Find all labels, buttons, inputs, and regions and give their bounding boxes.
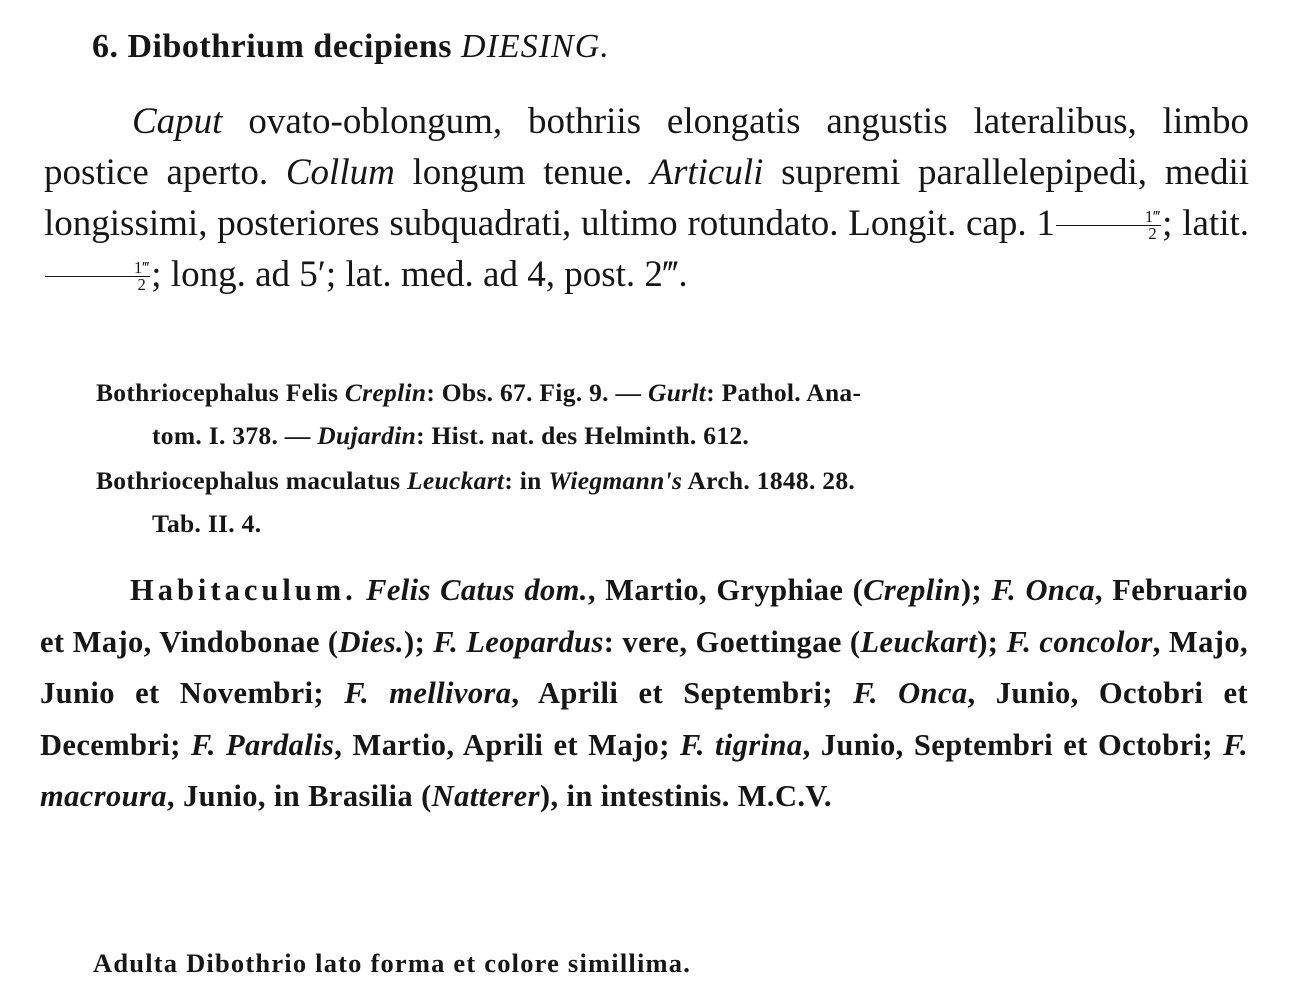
collector-name: Leuckart: [860, 624, 978, 659]
species-number: 6.: [92, 28, 119, 65]
species-name: Dibothrium decipiens: [127, 28, 453, 65]
diagnosis-text-5: ; long. ad 5′; lat. med. ad 4, post. 2‴.: [151, 254, 688, 295]
habitat-text: : vere, Goettingae (: [603, 624, 861, 659]
host-name: Felis Catus dom.: [366, 573, 588, 607]
habitat-text: , Aprili et Septembri;: [511, 676, 854, 710]
habitat-text: , Junio, Octobri et Decembri;: [40, 676, 1248, 762]
host-name: F. concolor: [1006, 624, 1153, 659]
host-name: F. Pardalis: [190, 727, 335, 762]
diagnosis-text-1: ovato-oblongum, bothriis elongatis angustis lateralibus, limbo postice aperto.: [44, 101, 1249, 193]
synonym-author: Gurlt: [647, 378, 707, 407]
synonym-text: Tab. II. 4.: [152, 509, 262, 538]
synonym-text: Bothriocephalus Felis: [96, 378, 345, 407]
synonym-entry: [96, 371, 1246, 457]
collector-name: Natterer: [431, 779, 540, 813]
habitat-text: , Martio, Aprili et Majo;: [334, 727, 680, 762]
diagnosis-text-3: supremi parallelepipedi, medii longissimi, posteriores subquadrati, ultimo rotundato. Longit. cap. 1: [44, 152, 1249, 244]
collector-name: Creplin: [863, 573, 961, 607]
synonym-text: Bothriocephalus maculatus: [96, 466, 407, 495]
synonym-text: : in: [504, 466, 549, 495]
habitaculum-paragraph: [40, 565, 1248, 823]
habitat-text: , Majo, Junio et Novembri;: [40, 624, 1248, 710]
species-heading: [92, 28, 610, 66]
synonym-text: : Pathol. Ana-: [706, 378, 862, 407]
habitat-text: );: [977, 624, 1007, 659]
habitat-text: , Junio, in Brasilia (: [166, 779, 432, 813]
closing-note: Adulta Dibothrio lato forma et colore simillima.: [93, 948, 692, 978]
species-diagnosis: [44, 96, 1249, 300]
host-name: F. mellivora: [344, 676, 512, 710]
habitat-text: );: [404, 624, 434, 659]
habitat-text: , Februario et Majo, Vindobonae (: [40, 573, 1248, 659]
host-name: F. macroura: [40, 727, 1248, 813]
fraction-denominator: 2: [1148, 224, 1157, 244]
fraction-numerator: 1‴: [1056, 209, 1161, 227]
collector-name: Dies.: [338, 624, 405, 659]
synonym-author: Creplin: [344, 378, 427, 407]
host-name: F. tigrina: [679, 727, 803, 762]
synonym-author: Wiegmann's: [548, 466, 683, 495]
species-author: DIESING.: [461, 28, 610, 65]
habitat-text: );: [960, 573, 992, 607]
host-name: F. Onca: [991, 573, 1095, 607]
term-articuli: Articuli: [650, 152, 764, 193]
diagnosis-text-4: ; latit.: [1162, 203, 1250, 244]
fraction-denominator: 2: [137, 275, 146, 295]
host-name: F. Leopardus: [433, 624, 604, 659]
synonym-author: Leuckart: [407, 466, 505, 495]
synonym-text: Arch. 1848. 28.: [682, 466, 856, 495]
synonym-text: : Hist. nat. des Helminth. 612.: [416, 421, 750, 450]
host-name: F. Onca: [853, 676, 968, 710]
habitat-text: ), in intestinis. M.C.V.: [539, 779, 832, 813]
synonym-text: : Obs. 67. Fig. 9. —: [426, 378, 648, 407]
synonym-entry: [96, 459, 1246, 545]
habitaculum-label: Habitaculum.: [130, 573, 357, 607]
diagnosis-text-2: longum tenue.: [394, 152, 651, 193]
term-collum: Collum: [285, 152, 395, 193]
synonym-text: tom. I. 378. —: [152, 421, 318, 450]
habitat-text: , Junio, Septembri et Octobri;: [802, 727, 1224, 762]
term-caput: Caput: [132, 101, 223, 142]
fraction-head-length: [1056, 206, 1161, 244]
fraction-head-width: [45, 257, 150, 295]
synonym-author: Dujardin: [317, 421, 417, 450]
fraction-numerator: 1‴: [45, 260, 150, 278]
habitat-text: , Martio, Gryphiae (: [587, 573, 864, 607]
